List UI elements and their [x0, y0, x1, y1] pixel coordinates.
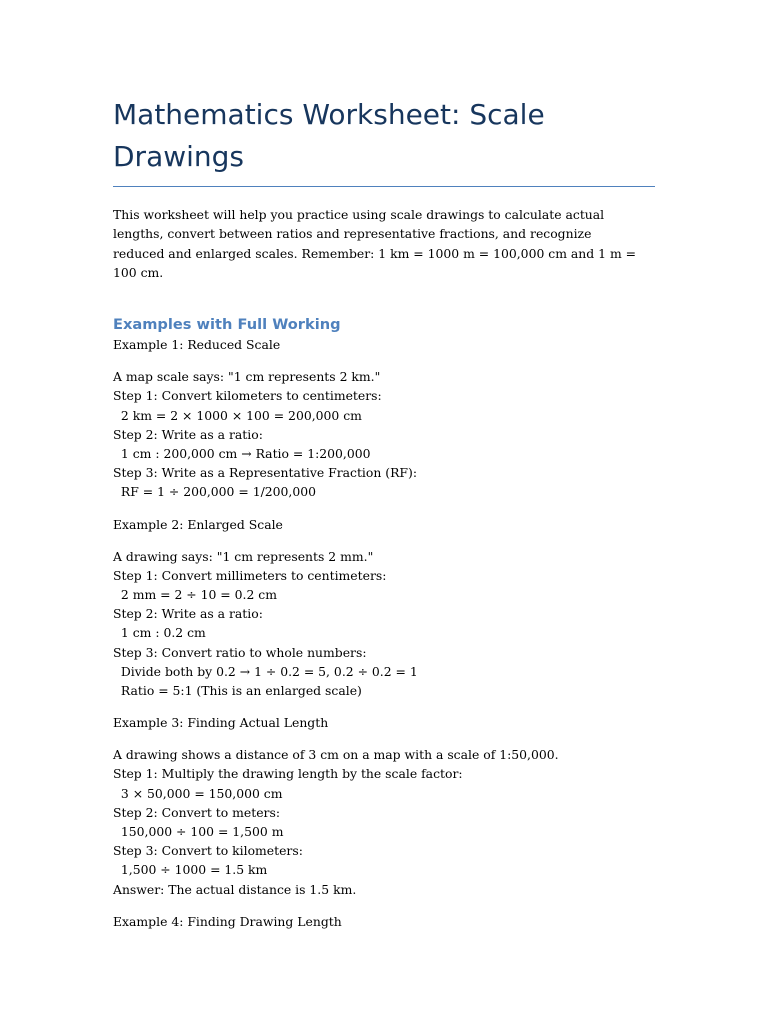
example-line: Step 1: Convert millimeters to centimeters: [113, 567, 387, 583]
example-line: Step 2: Write as a ratio: [113, 606, 263, 622]
example-4 [113, 912, 655, 931]
example-line: Step 3: Convert ratio to whole numbers: [113, 644, 367, 660]
section-heading: Examples with Full Working [113, 316, 341, 334]
example-line: Step 1: Multiply the drawing length by the scale factor: [113, 766, 463, 782]
example-line: A drawing says: "1 cm represents 2 mm." [113, 548, 374, 564]
example-1 [113, 335, 655, 501]
example-body [113, 367, 655, 501]
example-title: Example 3: Finding Actual Length [113, 715, 329, 731]
example-line: A drawing shows a distance of 3 cm on a map with a scale of 1:50,000. [113, 747, 559, 763]
example-line: 1 cm : 0.2 cm [113, 625, 206, 641]
example-line: Divide both by 0.2 → 1 ÷ 0.2 = 5, 0.2 ÷ 0.2 = 1 [113, 663, 418, 679]
example-line: 2 km = 2 × 1000 × 100 = 200,000 cm [113, 407, 362, 423]
example-line: A map scale says: "1 cm represents 2 km." [113, 369, 381, 385]
example-body [113, 547, 655, 701]
page-title: Mathematics Worksheet: Scale Drawings [113, 94, 655, 187]
example-line: 150,000 ÷ 100 = 1,500 m [113, 824, 284, 840]
example-line: Step 2: Convert to meters: [113, 804, 280, 820]
example-line: Step 1: Convert kilometers to centimeters: [113, 388, 382, 404]
example-body [113, 745, 655, 899]
example-line: Step 2: Write as a ratio: [113, 426, 263, 442]
example-line: Answer: The actual distance is 1.5 km. [113, 881, 357, 897]
example-title: Example 4: Finding Drawing Length [113, 913, 342, 929]
example-2 [113, 515, 655, 701]
example-line: 1 cm : 200,000 cm → Ratio = 1:200,000 [113, 446, 371, 461]
example-line: 1,500 ÷ 1000 = 1.5 km [113, 862, 268, 878]
example-line: RF = 1 ÷ 200,000 = 1/200,000 [113, 484, 316, 500]
example-title: Example 2: Enlarged Scale [113, 516, 283, 532]
worksheet-page [113, 94, 655, 931]
example-line: 2 mm = 2 ÷ 10 = 0.2 cm [113, 587, 277, 603]
example-3 [113, 713, 655, 899]
example-title: Example 1: Reduced Scale [113, 337, 281, 353]
example-line: Step 3: Write as a Representative Fraction (RF): [113, 465, 418, 481]
example-line: Ratio = 5:1 (This is an enlarged scale) [113, 683, 362, 699]
intro-paragraph: This worksheet will help you practice using scale drawings to calculate actual lengths, convert between ratios and representative fractions, and recognize reduced and enlarged scales. Remember: 1 km = 1000 m = 100,000 cm and 1 m = 100 cm. [113, 207, 637, 280]
example-line: Step 3: Convert to kilometers: [113, 843, 303, 859]
example-line: 3 × 50,000 = 150,000 cm [113, 785, 283, 801]
